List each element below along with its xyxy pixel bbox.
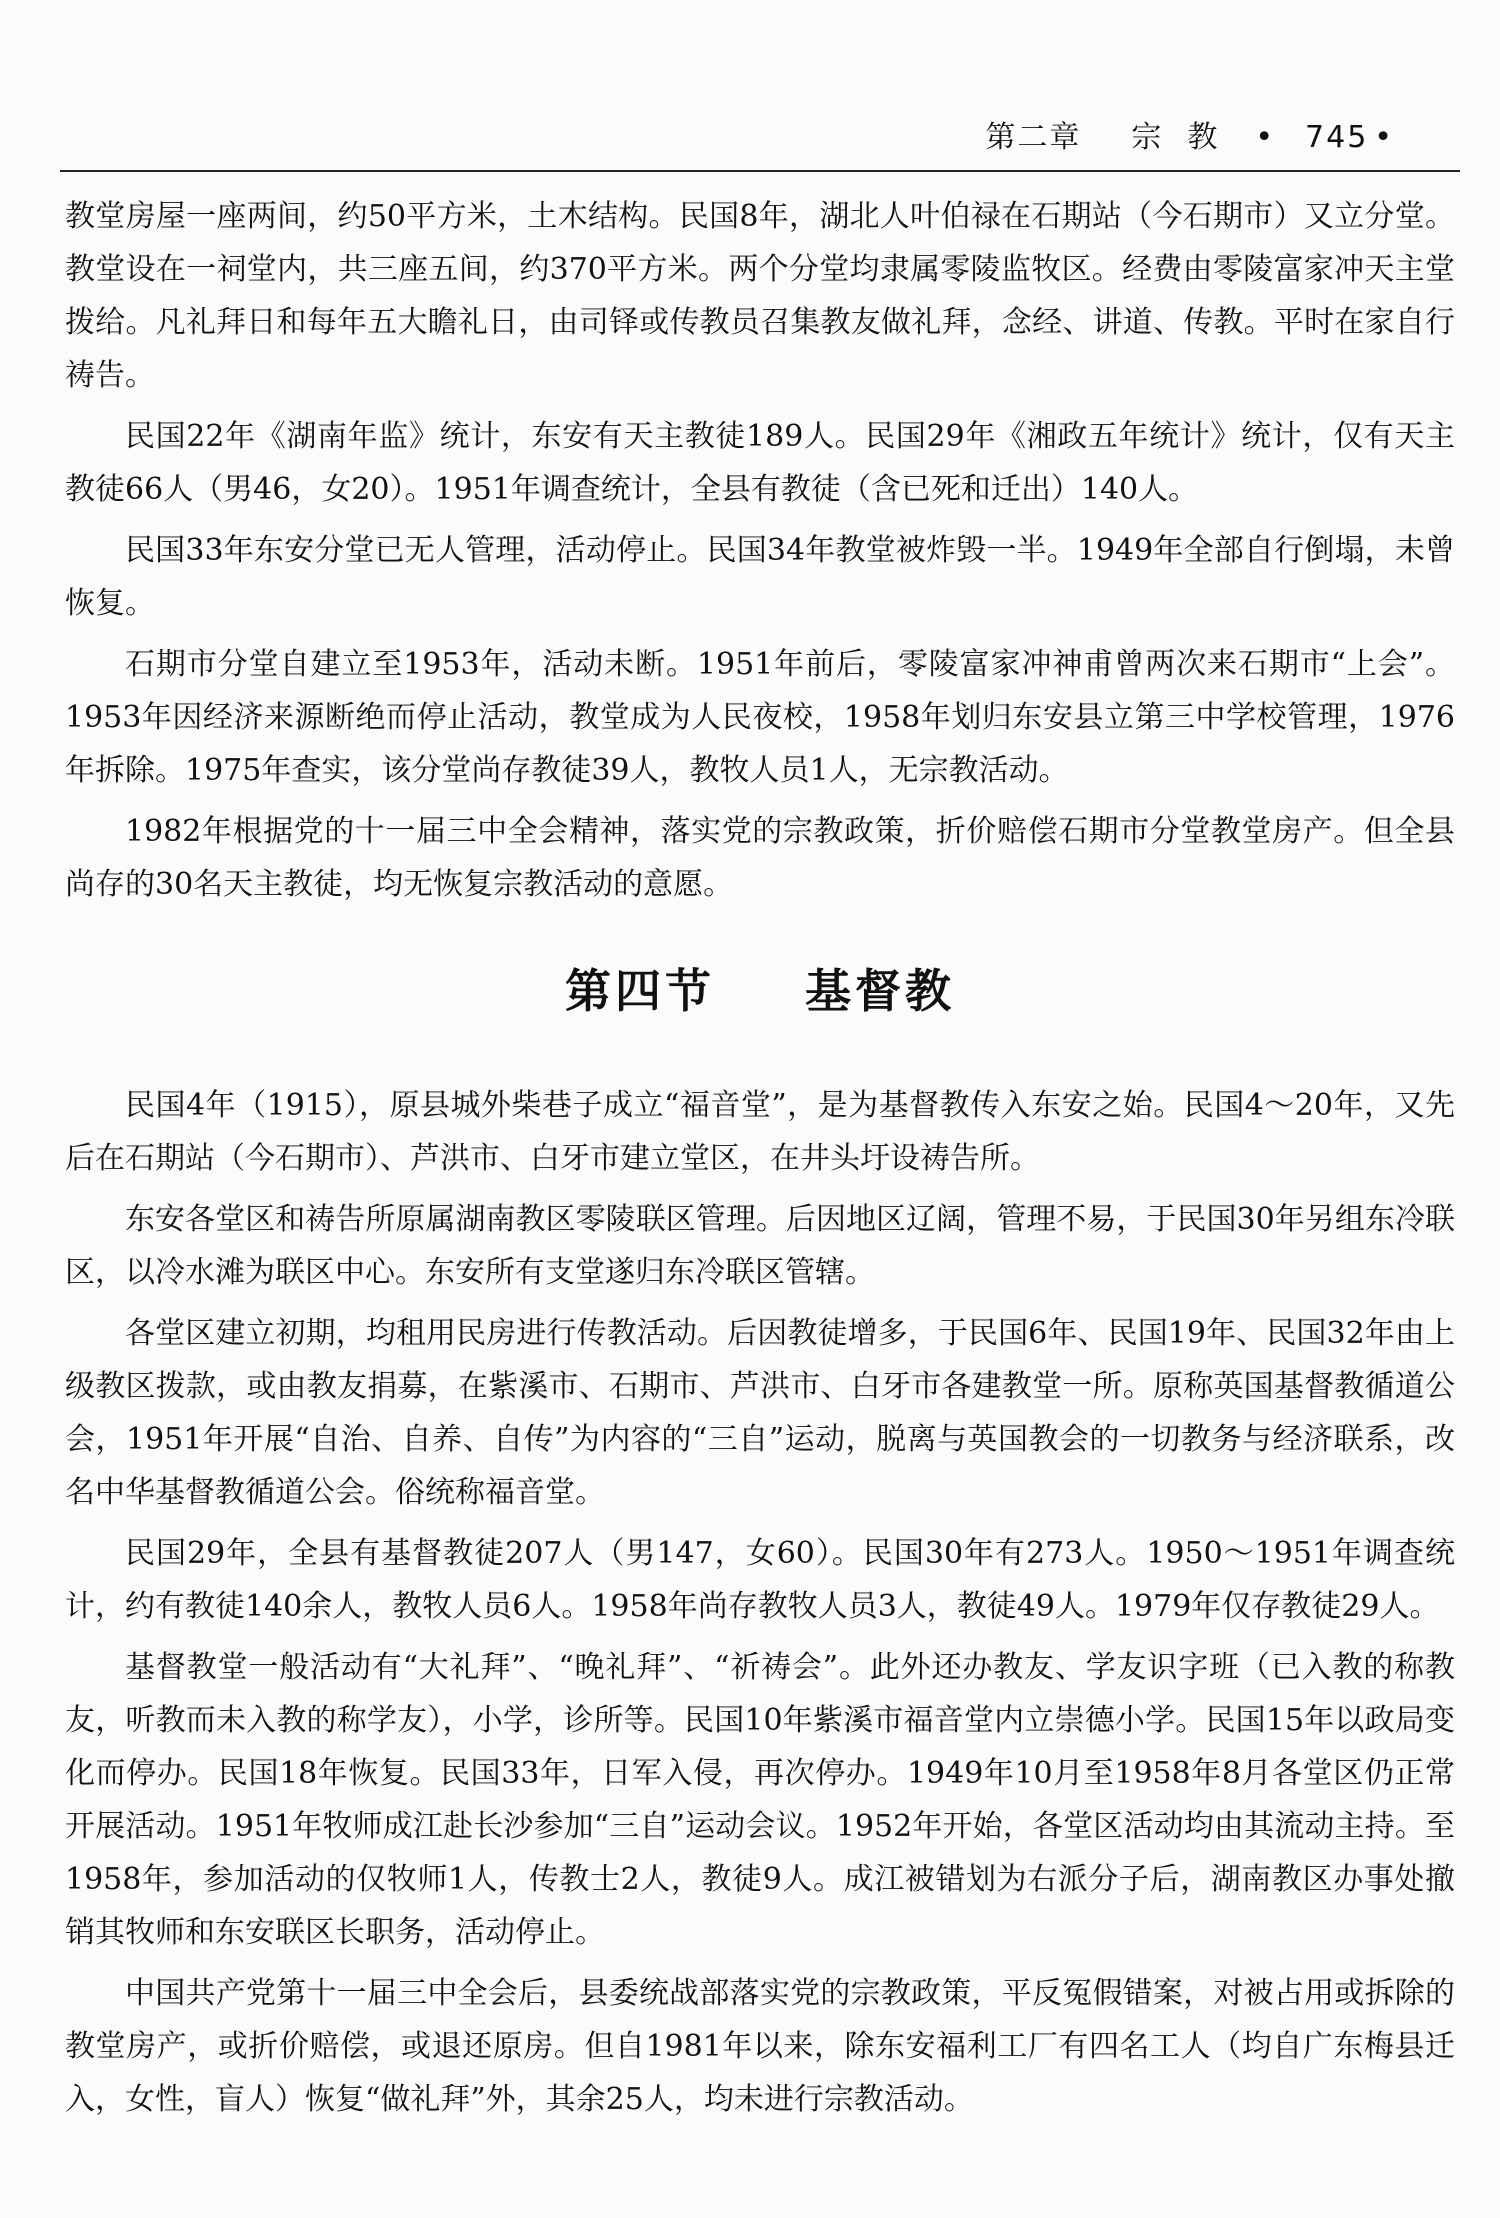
page-number-dot-right: •: [1374, 120, 1394, 155]
page-number-dot-left: •: [1255, 120, 1276, 155]
paragraph: 东安各堂区和祷告所原属湖南教区零陵联区管理。后因地区辽阔，管理不易，于民国30年另组东冷联区，以冷水滩为联区中心。东安所有支堂遂归东冷联区管辖。: [65, 1202, 1455, 1290]
paragraph: 基督教堂一般活动有“大礼拜”、“晚礼拜”、“祈祷会”。此外还办教友、学友识字班（已入教的称教友，听教而未入教的称学友），小学，诊所等。民国10年紫溪市福音堂内立崇德小学。民国15年以政局变化而停办。民国18年恢复。民国33年，日军入侵，再次停办。1949年10月至1958年8月各堂区仍正常开展活动。1951年牧师成江赴长沙参加“三自”运动会议。1952年开始，各堂区活动均由其流动主持。至1958年，参加活动的仅牧师1人，传教士2人，教徒9人。成江被错划为右派分子后，湖南教区办事处撤销其牧师和东安联区长职务，活动停止。: [65, 1650, 1455, 1950]
paragraph: 民国4年（1915），原县城外柴巷子成立“福音堂”，是为基督教传入东安之始。民国4～20年，又先后在石期站（今石期市）、芦洪市、白牙市建立堂区，在井头圩设祷告所。: [65, 1088, 1455, 1176]
paragraph: 石期市分堂自建立至1953年，活动未断。1951年前后，零陵富家冲神甫曾两次来石期市“上会”。1953年因经济来源断绝而停止活动，教堂成为人民夜校，1958年划归东安县立第三中学校管理，1976年拆除。1975年查实，该分堂尚存教徒39人，教牧人员1人，无宗教活动。: [65, 647, 1455, 788]
paragraph: 教堂房屋一座两间，约50平方米，土木结构。民国8年，湖北人叶伯禄在石期站（今石期市）又立分堂。教堂设在一祠堂内，共三座五间，约370平方米。两个分堂均隶属零陵监牧区。经费由零陵富家冲天主堂拨给。凡礼拜日和每年五大瞻礼日，由司铎或传教员召集教友做礼拜，念经、讲道、传教。平时在家自行祷告。: [65, 199, 1455, 393]
paragraph: 1982年根据党的十一届三中全会精神，落实党的宗教政策，折价赔偿石期市分堂教堂房产。但全县尚存的30名天主教徒，均无恢复宗教活动的意愿。: [65, 814, 1455, 902]
chapter-title-char-1: 宗: [1131, 120, 1164, 155]
paragraph: 民国22年《湖南年监》统计，东安有天主教徒189人。民国29年《湘政五年统计》统计，仅有天主教徒66人（男46，女20）。1951年调查统计，全县有教徒（含已死和迁出）140人。: [65, 419, 1455, 507]
page-number: 745: [1305, 120, 1369, 155]
running-header: [60, 100, 1460, 172]
paragraph: 民国29年，全县有基督教徒207人（男147，女60）。民国30年有273人。1950～1951年调查统计，约有教徒140余人，教牧人员6人。1958年尚存教牧人员3人，教徒49人。1979年仅存教徒29人。: [65, 1536, 1455, 1624]
section-number: 第四节: [565, 964, 715, 1018]
header-run: [961, 112, 1400, 156]
page-number-group: [1249, 120, 1400, 155]
section-heading: [65, 961, 1455, 1021]
chapter-label: 第二章: [985, 120, 1082, 155]
section-name: 基督教: [805, 964, 955, 1018]
paragraph: 民国33年东安分堂已无人管理，活动停止。民国34年教堂被炸毁一半。1949年全部自行倒塌，未曾恢复。: [65, 533, 1455, 621]
page-body: [65, 190, 1455, 2134]
paragraph: 各堂区建立初期，均租用民房进行传教活动。后因教徒增多，于民国6年、民国19年、民国32年由上级教区拨款，或由教友捐募，在紫溪市、石期市、芦洪市、白牙市各建教堂一所。原称英国基督教循道公会，1951年开展“自治、自养、自传”为内容的“三自”运动，脱离与英国教会的一切教务与经济联系，改名中华基督教循道公会。俗统称福音堂。: [65, 1316, 1455, 1510]
chapter-title-char-2: 教: [1187, 120, 1220, 155]
paragraph: 中国共产党第十一届三中全会后，县委统战部落实党的宗教政策，平反冤假错案，对被占用或拆除的教堂房产，或折价赔偿，或退还原房。但自1981年以来，除东安福利工厂有四名工人（均自广东梅县迁入，女性，盲人）恢复“做礼拜”外，其余25人，均未进行宗教活动。: [65, 1976, 1455, 2117]
